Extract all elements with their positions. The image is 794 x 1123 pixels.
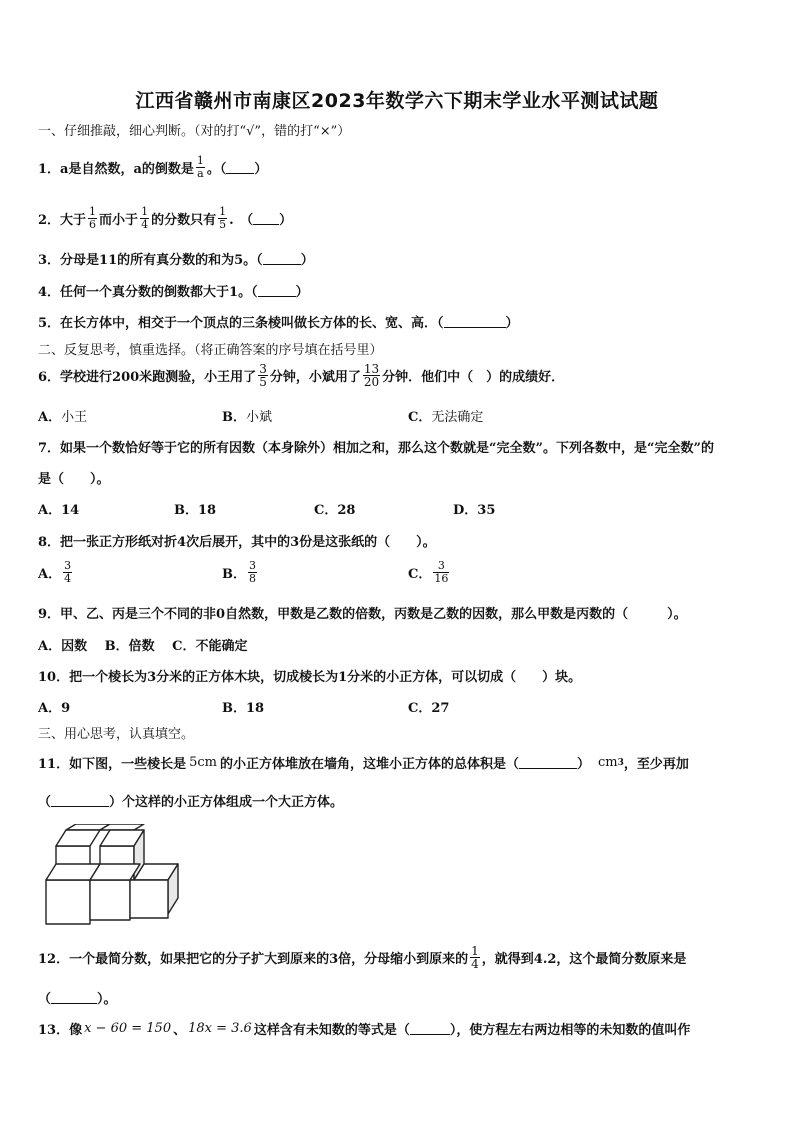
fraction: $\frac{3}{5}$	[259, 362, 267, 389]
cube-stack-figure	[44, 824, 189, 929]
option-b[interactable]: B．18	[222, 701, 265, 716]
answer-blank[interactable]	[444, 315, 506, 328]
option-b[interactable]: B．18	[174, 503, 217, 518]
question-11-cont: （ ）个这样的小正方体组成一个大正方体。	[38, 795, 344, 810]
answer-blank[interactable]	[258, 284, 296, 297]
option-c[interactable]: C．28	[314, 503, 356, 518]
question-8: 8．把一张正方形纸对折4次后展开，其中的3份是这张纸的（ ）。	[38, 535, 436, 550]
question-10: 10．把一个棱长为3分米的正方体木块，切成棱长为1分米的小正方体，可以切成（ ）块。	[38, 670, 582, 685]
section-2-heading: 二、反复思考，慎重选择。（将正确答案的序号填在括号里）	[38, 343, 383, 358]
question-9: 9．甲、乙、丙是三个不同的非0自然数，甲数是乙数的倍数，丙数是乙数的因数，那么甲数是丙数的（ ）。	[38, 607, 687, 622]
question-3: 3．分母是11的所有真分数的和为5。（ ）	[38, 253, 314, 268]
question-4: 4．任何一个真分数的倒数都大于1。（ ）	[38, 285, 309, 300]
page-title: 江西省赣州市南康区2023年数学六下期末学业水平测试试题	[135, 90, 659, 112]
option-a[interactable]: A． 小王	[38, 410, 88, 425]
option-a[interactable]: A．9	[38, 701, 71, 716]
fraction: $\frac{3}{8}$	[249, 559, 256, 585]
question-9-options[interactable]: A．因数 B．倍数 C．不能确定	[38, 639, 248, 654]
question-2: 2．大于 $\frac{1}{6}$ 而小于 $\frac{1}{4}$ 的分数只有 $\frac{1}{5}$ . （ ）	[38, 205, 293, 231]
fraction: $\frac{3}{4}$	[64, 559, 72, 585]
fraction: $\frac{13}{20}$	[363, 362, 380, 389]
option-c[interactable]: C．27	[408, 701, 450, 716]
question-12: 12．一个最简分数，如果把它的分子扩大到原来的3倍，分母缩小到原来的 $\frac{1}{4}$ ，就得到4.2，这个最简分数原来是	[38, 944, 687, 971]
answer-blank[interactable]	[519, 756, 577, 769]
question-7: 7．如果一个数恰好等于它的所有因数（本身除外）相加之和，那么这个数就是“完全数”。下列各数中，是“完全数”的	[38, 441, 714, 456]
fraction: $\frac{1}{6}$	[89, 205, 97, 231]
cube-front-face	[90, 880, 130, 920]
answer-blank[interactable]	[226, 161, 254, 174]
question-7-cont: 是（ ）。	[38, 472, 110, 487]
answer-blank[interactable]	[410, 1022, 450, 1035]
option-d[interactable]: D．35	[453, 503, 496, 518]
option-b[interactable]: B． 小斌	[222, 410, 273, 425]
answer-blank[interactable]	[263, 252, 301, 265]
section-3-heading: 三、用心思考，认真填空。	[38, 727, 195, 742]
answer-blank[interactable]	[51, 794, 109, 807]
fraction: $\frac{1}{4}$	[141, 205, 149, 231]
option-a[interactable]: A． $\frac{3}{4}$	[38, 559, 72, 585]
answer-blank[interactable]	[253, 212, 279, 225]
question-12-cont: （ ）。	[38, 992, 117, 1007]
question-1: 1．a是自然数，a的倒数是 $\frac{1}{a}$ 。（ ）	[38, 154, 268, 180]
option-c[interactable]: C． 无法确定	[408, 410, 484, 425]
answer-blank[interactable]	[51, 991, 97, 1004]
fraction: $\frac{1}{4}$	[471, 944, 479, 971]
question-5: 5．在长方体中，相交于一个顶点的三条棱叫做长方体的长、宽、高．（ ）	[38, 316, 519, 331]
cube-top-face	[56, 830, 100, 846]
question-13: 13．像 x − 60 = 150 、 18x = 3.6 这样含有未知数的等式是（ ），使方程左右两边相等的未知数的值叫作	[38, 1021, 691, 1038]
section-1-heading: 一、仔细推敲，细心判断。（对的打“√”，错的打“×”）	[38, 124, 351, 139]
option-b[interactable]: B． $\frac{3}{8}$	[222, 559, 256, 585]
cube-front-face	[130, 880, 168, 918]
fraction: $\frac{1}{5}$	[219, 205, 227, 231]
question-11: 11．如下图，一些棱长是 5cm 的小正方体堆放在墙角，这堆小正方体的总体积是（ ） cm 3 ，至少再加	[38, 755, 689, 772]
cube-front-face	[46, 880, 90, 924]
option-a[interactable]: A．14	[38, 503, 80, 518]
option-c[interactable]: C． $\frac{3}{16}$	[408, 559, 449, 585]
fraction: $\frac{1}{a}$	[196, 154, 204, 180]
question-6: 6．学校进行200米跑测验，小王用了 $\frac{3}{5}$ 分钟，小斌用了 $\frac{13}{20}$ 分钟．他们中（ ）的成绩好．	[38, 362, 565, 389]
fraction: $\frac{3}{16}$	[434, 559, 449, 585]
